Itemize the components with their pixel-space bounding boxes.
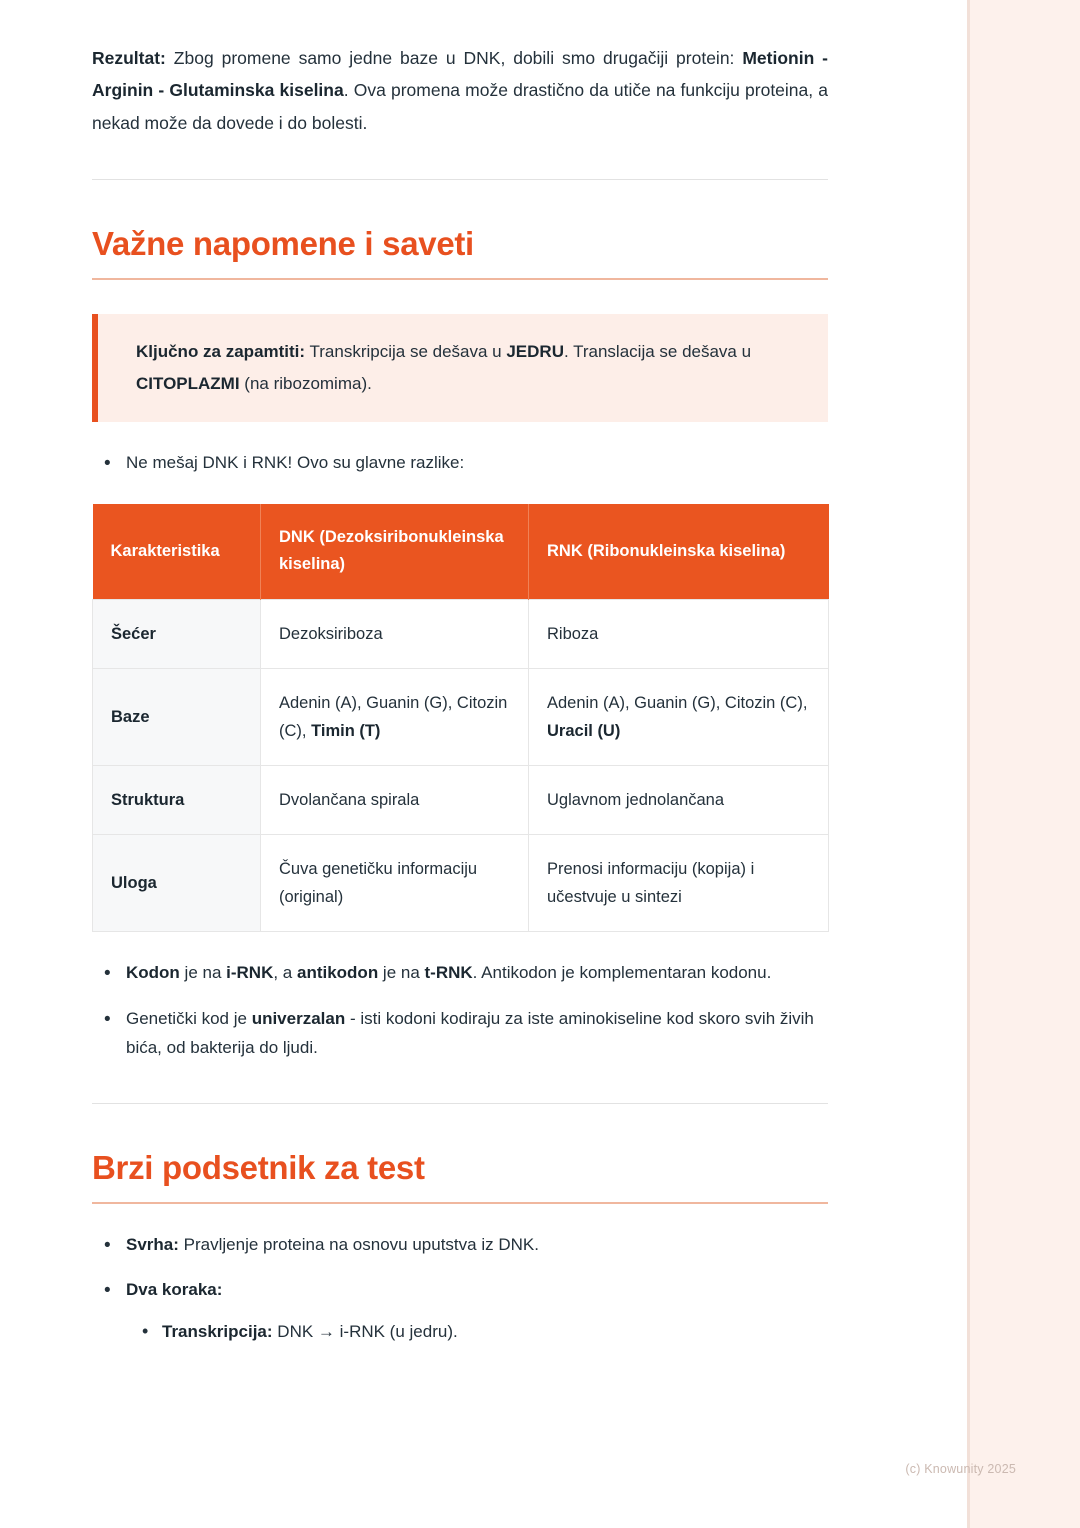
- cell-text: Adenin (A), Guanin (G), Citozin (C),: [547, 693, 808, 712]
- callout-text-2: . Translacija se dešava u: [563, 341, 752, 361]
- table-header-karakteristika: Karakteristika: [93, 504, 261, 599]
- quiz-bullet-list: [92, 1230, 828, 1347]
- section-divider-top: [92, 179, 828, 180]
- result-protein: Metionin - Arginin - Glutaminska kiselina: [92, 48, 828, 101]
- section-divider-bottom: [92, 1103, 828, 1104]
- result-text-1: Zbog promene samo jedne baze u DNK, dobili smo drugačiji protein:: [165, 48, 743, 68]
- list-item: [126, 448, 828, 478]
- table-row: [93, 834, 829, 931]
- result-text-2: . Ova promena može drastično da utiče na funkciju proteina, a nekad može da dovede i do bolesti.: [92, 80, 829, 133]
- univerzalan-text-2: - isti kodoni kodiraju za iste aminokiseline kod skoro svih živih bića, od bakterija do ljudi.: [126, 1008, 814, 1058]
- bullet-list-before-table: [92, 448, 828, 478]
- kodon-bold-1: Kodon: [126, 962, 180, 982]
- transkripcija-label: Transkripcija:: [162, 1322, 273, 1342]
- bullet-text-before-table: Ne mešaj DNK i RNK! Ovo su glavne razlike:: [126, 453, 465, 473]
- cell-text: Čuva genetičku informaciju (original): [279, 859, 478, 906]
- list-item: [126, 958, 828, 988]
- document-content: [92, 42, 828, 1363]
- list-item: [162, 1317, 828, 1347]
- table-cell-dnk: [261, 765, 529, 834]
- table-cell-feature: Baze: [93, 668, 261, 765]
- list-item: [126, 1275, 828, 1347]
- kodon-text-2: , a: [273, 962, 297, 982]
- callout-bold-jedru: JEDRU: [506, 341, 564, 361]
- table-cell-feature: Uloga: [93, 834, 261, 931]
- svrha-text: Pravljenje proteina na osnovu uputstva iz DNK.: [178, 1234, 539, 1254]
- table-row: [93, 599, 829, 668]
- table-cell-dnk: [261, 834, 529, 931]
- kodon-bold-2: i-RNK: [226, 962, 274, 982]
- cell-text: Riboza: [547, 624, 599, 643]
- result-label: Rezultat:: [92, 48, 166, 68]
- watermark: (c) Knowunity 2025: [905, 1462, 1016, 1476]
- table-cell-dnk: [261, 668, 529, 765]
- list-item: [126, 1230, 828, 1260]
- dva-koraka-label: Dva koraka:: [126, 1280, 223, 1300]
- table-header-rnk: RNK (Ribonukleinska kiselina): [529, 504, 829, 599]
- result-paragraph: [92, 42, 828, 139]
- kodon-bold-4: t-RNK: [424, 962, 473, 982]
- kodon-text-1: je na: [179, 962, 227, 982]
- quiz-sub-bullet-list: [126, 1317, 828, 1347]
- table-cell-rnk: [529, 668, 829, 765]
- table-cell-dnk: [261, 599, 529, 668]
- dnk-rnk-comparison-table: [92, 504, 829, 932]
- right-strip-divider: [967, 0, 970, 1528]
- kodon-bold-3: antikodon: [296, 962, 379, 982]
- page-title-notes: Važne napomene i saveti: [92, 225, 474, 263]
- bullet-list-after-table: [92, 958, 828, 1063]
- cell-text: Uglavnom jednolančana: [547, 790, 725, 809]
- title-rule-quiz: [92, 1202, 828, 1204]
- table-cell-rnk: [529, 765, 829, 834]
- cell-text: Dvolančana spirala: [279, 790, 420, 809]
- cell-text: Dezoksiriboza: [279, 624, 383, 643]
- callout-text-1: Transkripcija se dešava u: [305, 341, 507, 361]
- svrha-label: Svrha:: [126, 1234, 179, 1254]
- right-decorative-strip: [970, 0, 1080, 1528]
- list-item: [126, 1004, 828, 1064]
- table-header-row: [93, 504, 829, 599]
- table-header-dnk: DNK (Dezoksiribonukleinska kiselina): [261, 504, 529, 599]
- cell-text: Adenin (A), Guanin (G), Citozin (C),: [279, 693, 508, 740]
- key-callout: [92, 314, 828, 423]
- callout-bold-citoplazmi: CITOPLAZMI: [136, 374, 240, 394]
- kodon-text-3: je na: [378, 962, 425, 982]
- univerzalan-bold: univerzalan: [251, 1008, 346, 1028]
- univerzalan-text-1: Genetički kod je: [126, 1008, 252, 1028]
- title-rule-notes: [92, 278, 828, 280]
- transkripcija-text: DNK → i-RNK (u jedru).: [272, 1322, 458, 1342]
- cell-bold: Uracil (U): [547, 721, 621, 740]
- cell-text: Prenosi informaciju (kopija) i učestvuje u sintezi: [547, 859, 755, 906]
- cell-bold: Timin (T): [311, 721, 381, 740]
- callout-text-3: (na ribozomima).: [239, 374, 372, 394]
- page-title-quiz: Brzi podsetnik za test: [92, 1149, 425, 1187]
- table-row: [93, 765, 829, 834]
- kodon-text-4: . Antikodon je komplementaran kodonu.: [472, 962, 772, 982]
- table-cell-feature: Šećer: [93, 599, 261, 668]
- table-cell-rnk: [529, 599, 829, 668]
- table-cell-rnk: [529, 834, 829, 931]
- table-row: [93, 668, 829, 765]
- table-cell-feature: Struktura: [93, 765, 261, 834]
- callout-label: Ključno za zapamtiti:: [136, 341, 306, 361]
